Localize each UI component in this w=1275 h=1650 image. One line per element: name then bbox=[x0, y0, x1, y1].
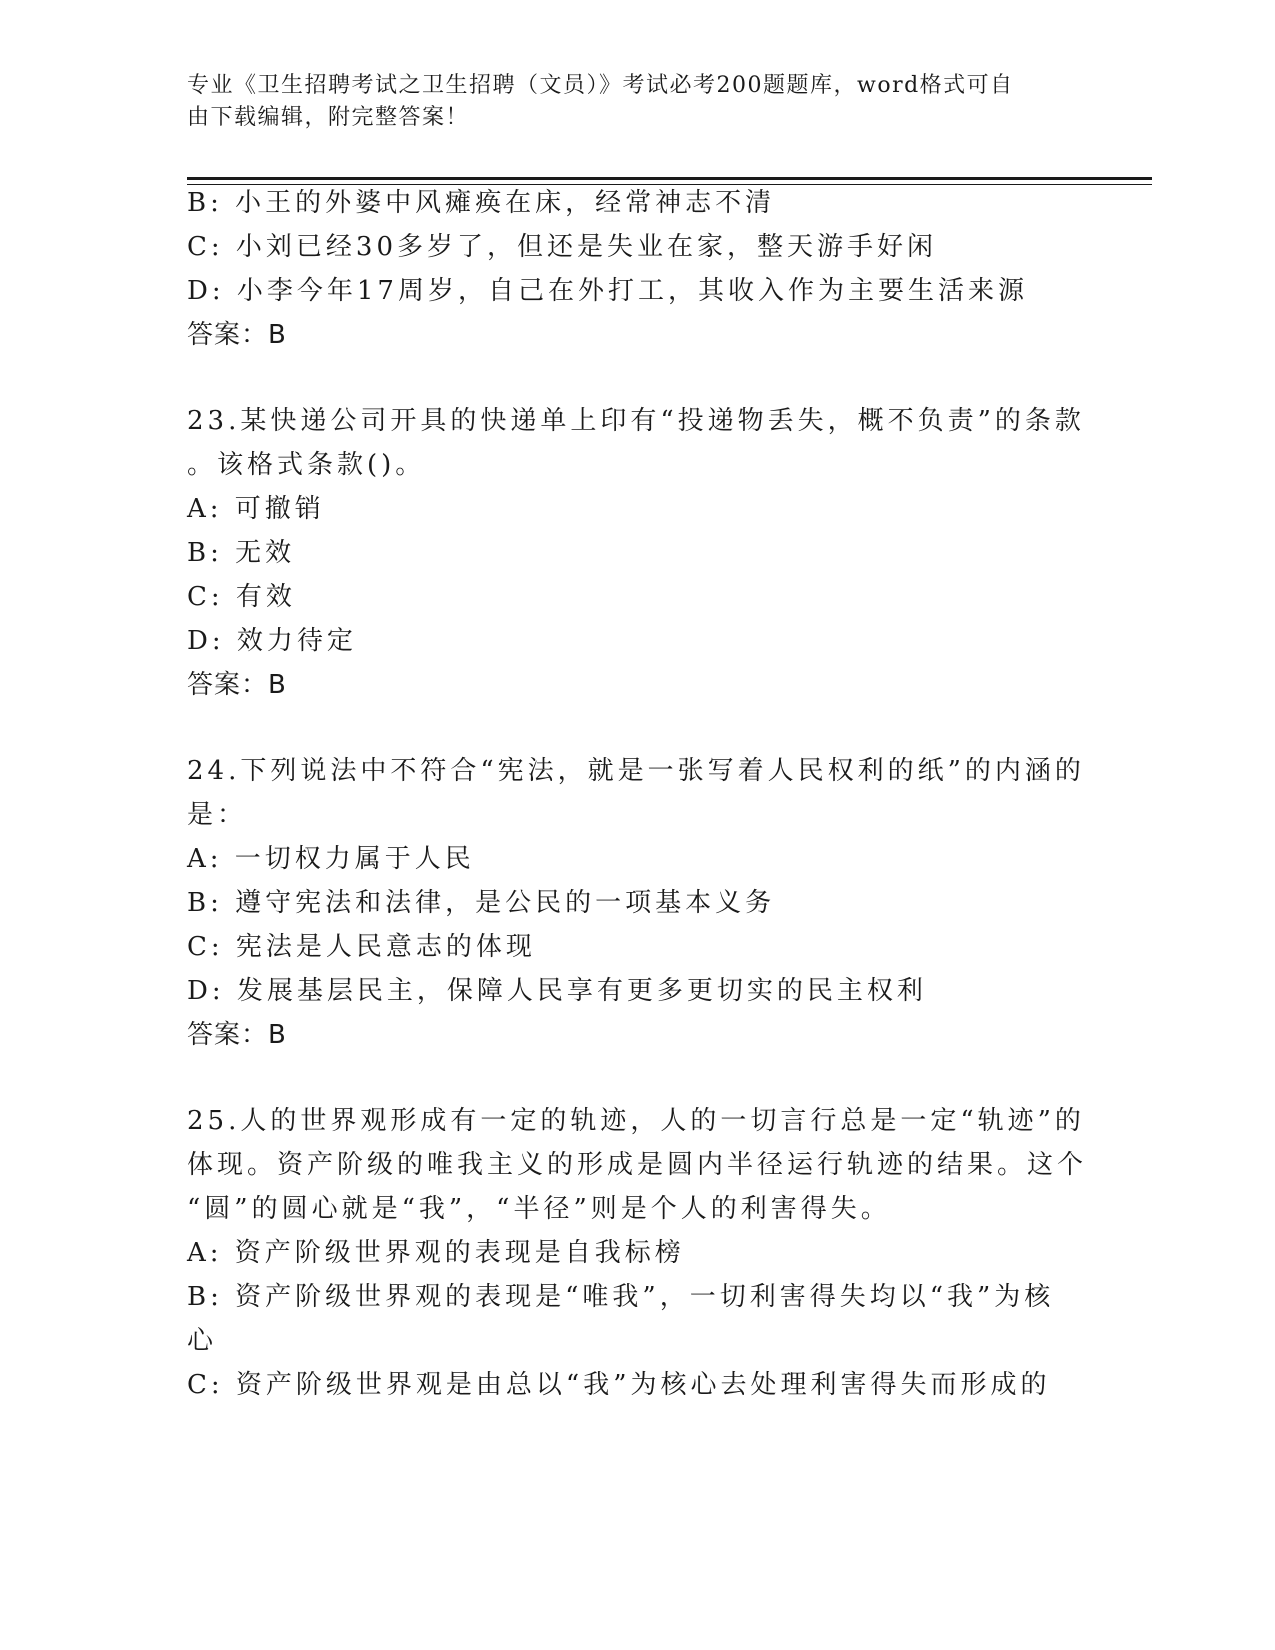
header-divider-thin bbox=[187, 184, 1152, 185]
question-stem: 25.人的世界观形成有一定的轨迹，人的一切言行总是一定“轨迹”的 bbox=[187, 1106, 1085, 1136]
option-c: C: 有效 bbox=[187, 582, 296, 612]
question-stem: 是： bbox=[187, 800, 248, 830]
option-b: B: 小王的外婆中风瘫痪在床，经常神志不清 bbox=[187, 188, 776, 218]
question-stem: 。该格式条款()。 bbox=[187, 450, 426, 480]
question-stem: 24.下列说法中不符合“宪法，就是一张写着人民权利的纸”的内涵的 bbox=[187, 756, 1085, 786]
question-stem: 体现。资产阶级的唯我主义的形成是圆内半径运行轨迹的结果。这个 bbox=[187, 1150, 1088, 1180]
option-b-continued: 心 bbox=[187, 1326, 218, 1356]
option-c: C: 小刘已经30多岁了，但还是失业在家，整天游手好闲 bbox=[187, 232, 938, 262]
option-b: B: 遵守宪法和法律，是公民的一项基本义务 bbox=[187, 888, 776, 918]
option-a: A: 可撤销 bbox=[187, 494, 325, 524]
option-a: A: 一切权力属于人民 bbox=[187, 844, 475, 874]
option-d: D: 效力待定 bbox=[187, 626, 357, 656]
option-b: B: 资产阶级世界观的表现是“唯我”，一切利害得失均以“我”为核 bbox=[187, 1282, 1055, 1312]
option-d: D: 小李今年17周岁，自己在外打工，其收入作为主要生活来源 bbox=[187, 276, 1028, 306]
header-divider bbox=[187, 177, 1152, 180]
answer-line: 答案：B bbox=[187, 670, 287, 700]
answer-line: 答案：B bbox=[187, 320, 287, 350]
option-c: C: 资产阶级世界观是由总以“我”为核心去处理利害得失而形成的 bbox=[187, 1370, 1051, 1400]
answer-line: 答案：B bbox=[187, 1020, 287, 1050]
option-c: C: 宪法是人民意志的体现 bbox=[187, 932, 536, 962]
question-stem: 23.某快递公司开具的快递单上印有“投递物丢失，概不负责”的条款 bbox=[187, 406, 1085, 436]
option-a: A: 资产阶级世界观的表现是自我标榜 bbox=[187, 1238, 685, 1268]
question-stem: “圆”的圆心就是“我”，“半径”则是个人的利害得失。 bbox=[187, 1194, 891, 1224]
option-d: D: 发展基层民主，保障人民享有更多更切实的民主权利 bbox=[187, 976, 927, 1006]
option-b: B: 无效 bbox=[187, 538, 296, 568]
document-header: 专业《卫生招聘考试之卫生招聘（文员）》考试必考200题题库，word格式可自 由下载编辑，附完整答案！ bbox=[187, 73, 1014, 130]
